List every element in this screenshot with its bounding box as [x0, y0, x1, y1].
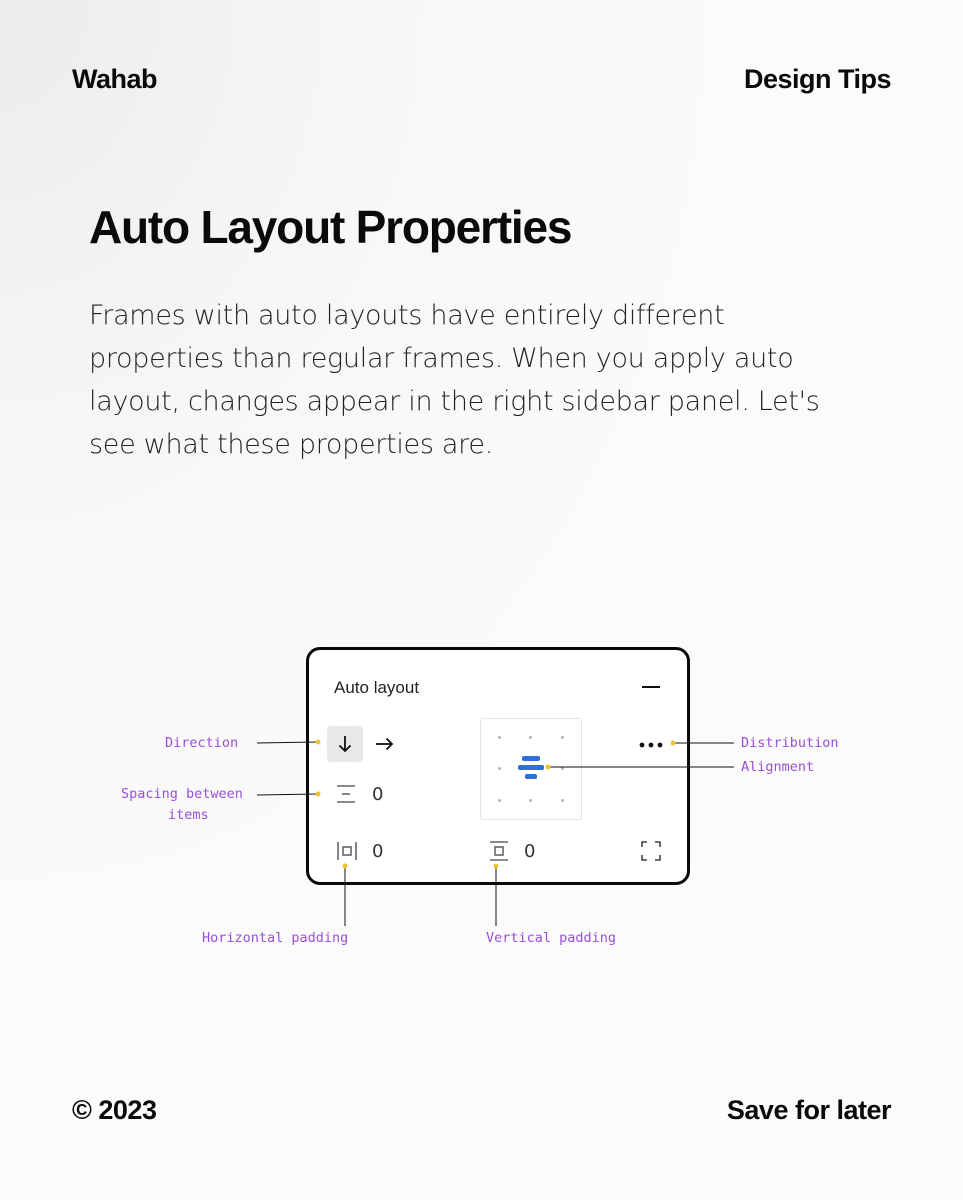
horizontal-padding-input[interactable]: 0	[372, 841, 384, 862]
callout-vertical-padding: Vertical padding	[486, 930, 617, 946]
callout-direction: Direction	[165, 735, 239, 751]
save-for-later-cta[interactable]: Save for later	[726, 1095, 891, 1125]
page-title: Auto Layout Properties	[89, 201, 572, 253]
callout-distribution: Distribution	[741, 735, 839, 751]
copyright: © 2023	[72, 1095, 157, 1125]
brand-name: Wahab	[72, 64, 157, 94]
callout-alignment: Alignment	[741, 759, 815, 775]
callout-horizontal-padding: Horizontal padding	[202, 930, 349, 946]
series-label: Design Tips	[743, 64, 891, 94]
callout-spacing-line2: items	[168, 807, 209, 823]
vertical-padding-input[interactable]: 0	[524, 841, 536, 862]
callout-spacing-line1: Spacing between	[121, 786, 243, 802]
spacing-value-input[interactable]: 0	[372, 784, 384, 805]
description-paragraph: Frames with auto layouts have entirely different properties than regular frames. When you apply auto layout, changes appear in the right sidebar panel. Let's see what these properties are.	[89, 300, 820, 460]
panel-title: Auto layout	[334, 678, 420, 697]
